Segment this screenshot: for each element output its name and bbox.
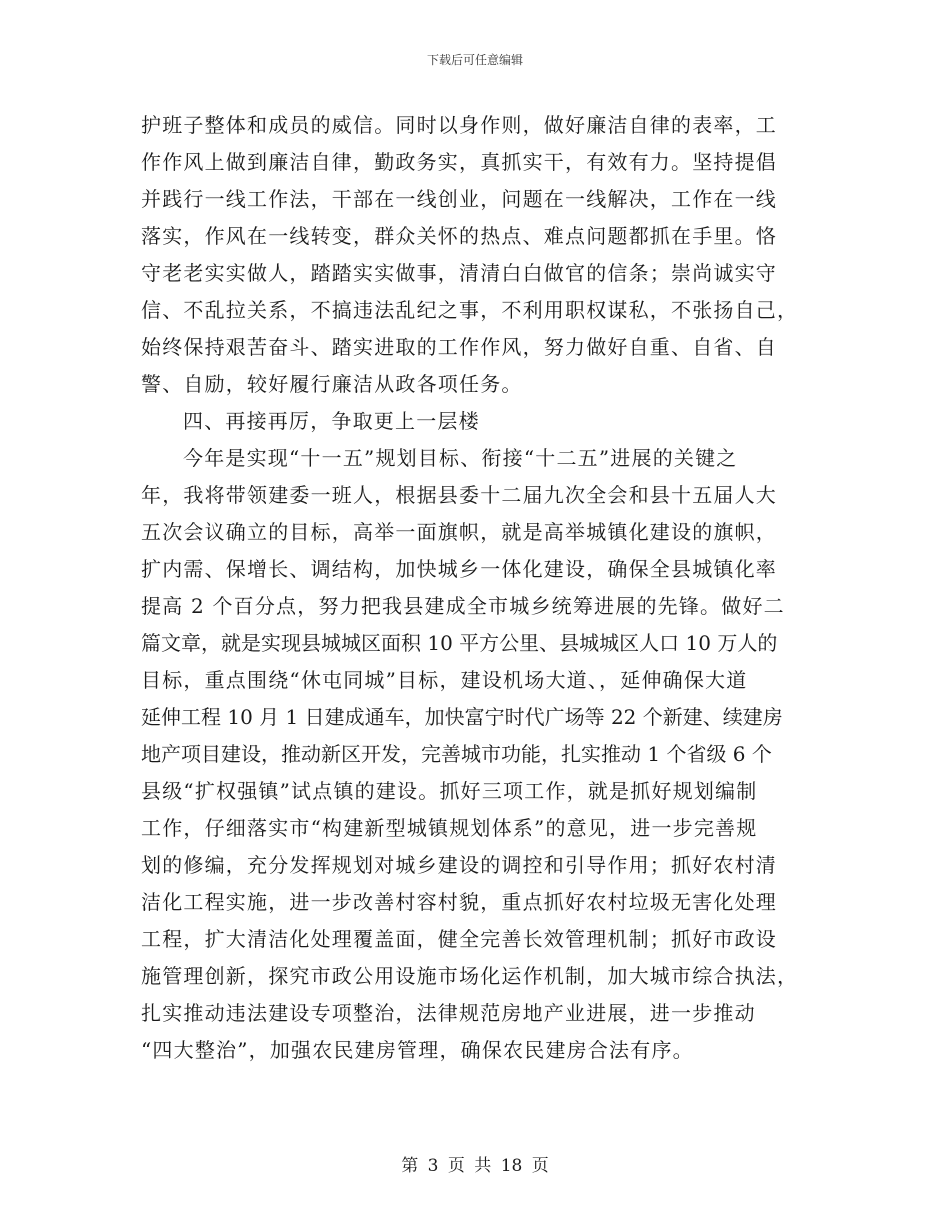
body-line: 洁化工程实施，进一步改善村容村貌，重点抓好农村垃圾无害化处理 (141, 890, 777, 914)
body-line: 扎实推动违法建设专项整治，法律规范房地产业进展，进一步推动 (141, 1001, 756, 1025)
body-line: 施管理创新，探究市政公用设施市场化运作机制，加大城市综合执法， (141, 964, 799, 988)
body-line: 并践行一线工作法，干部在一线创业，问题在一线解决，工作在一线 (141, 187, 777, 211)
body-line: 县级“扩权强镇”试点镇的建设。抓好三项工作，就是抓好规划编制 (141, 779, 758, 803)
body-line: 今年是实现“十一五”规划目标、衔接“十二五”进展的关键之 (183, 446, 738, 470)
body-line: 篇文章，就是实现县城城区面积 10 平方公里、县城城区人口 10 万人的 (141, 631, 778, 655)
body-line: 落实，作风在一线转变，群众关怀的热点、难点问题都抓在手里。恪 (141, 224, 777, 248)
page-header: 下载后可任意编辑 (426, 53, 523, 67)
body-line: 扩内需、保增长、调结构，加快城乡一体化建设，确保全县城镇化率 (141, 557, 777, 581)
body-line: 提高 2 个百分点，努力把我县建成全市城乡统筹进展的先锋。做好二 (141, 594, 785, 618)
body-line: 信、不乱拉关系，不搞违法乱纪之事，不利用职权谋私，不张扬自己， (141, 298, 799, 322)
body-line: 作作风上做到廉洁自律，勤政务实，真抓实干，有效有力。坚持提倡 (141, 150, 777, 174)
section-heading: 四、再接再厉，争取更上一层楼 (183, 409, 480, 433)
body-line: 工作，仔细落实市“构建新型城镇规划体系”的意见，进一步完善规 (141, 816, 758, 840)
body-line: 五次会议确立的目标，高举一面旗帜，就是高举城镇化建设的旗帜， (141, 520, 777, 544)
body-line: 工程，扩大清洁化处理覆盖面，健全完善长效管理机制；抓好市政设 (141, 927, 777, 951)
body-line: 划的修编，充分发挥规划对城乡建设的调控和引导作用；抓好农村清 (141, 853, 777, 877)
body-line: 守老老实实做人，踏踏实实做事，清清白白做官的信条；崇尚诚实守 (141, 261, 777, 285)
body-line: 地产项目建设，推动新区开发，完善城市功能，扎实推动 1 个省级 6 个 (141, 742, 772, 766)
body-line: “四大整治”，加强农民建房管理，确保农民建房合法有序。 (141, 1038, 694, 1062)
body-line: 护班子整体和成员的威信。同时以身作则，做好廉洁自律的表率，工 (141, 113, 777, 137)
document-body (141, 107, 821, 1069)
body-line: 警、自励，较好履行廉洁从政各项任务。 (141, 372, 523, 396)
body-line: 始终保持艰苦奋斗、踏实进取的工作作风，努力做好自重、自省、自 (141, 335, 777, 359)
body-line: 目标，重点围绕“休屯同城”目标，建设机场大道、，延伸确保大道 (141, 668, 748, 692)
page-number: 第 3 页 共 18 页 (401, 1156, 549, 1176)
body-line: 延伸工程 10 月 1 日建成通车，加快富宁时代广场等 22 个新建、续建房 (141, 705, 783, 729)
body-line: 年，我将带领建委一班人，根据县委十二届九次全会和县十五届人大 (141, 483, 777, 507)
